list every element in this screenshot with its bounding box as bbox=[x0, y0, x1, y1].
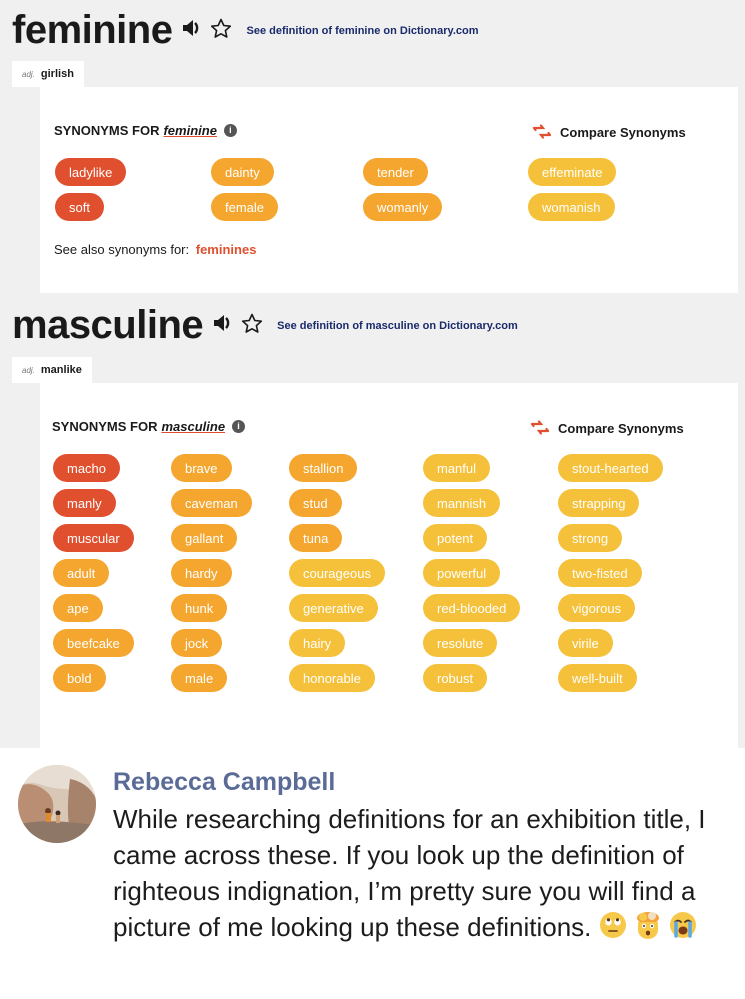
synonym-chip-mannish[interactable]: mannish bbox=[423, 489, 500, 517]
synonym-chip-soft[interactable]: soft bbox=[55, 193, 104, 221]
synonym-chip-manly[interactable]: manly bbox=[53, 489, 116, 517]
feminine-title: feminine bbox=[12, 8, 173, 52]
synonym-chip-tuna[interactable]: tuna bbox=[289, 524, 342, 552]
synonym-chip-adult[interactable]: adult bbox=[53, 559, 109, 587]
synonym-chip-caveman[interactable]: caveman bbox=[171, 489, 252, 517]
part-of-speech: adj. bbox=[22, 365, 35, 375]
synonym-chip-vigorous[interactable]: vigorous bbox=[558, 594, 635, 622]
post-text: While researching definitions for an exhibition title, I came across these. If you look up the definition of righteous indignation, I’m pretty sure you will find a picture of me looking up these definitions. bbox=[113, 804, 706, 942]
comment-post bbox=[0, 748, 745, 999]
feminine-synonyms-card bbox=[40, 87, 738, 293]
synonym-chip-strong[interactable]: strong bbox=[558, 524, 622, 552]
masculine-synonyms-card bbox=[40, 383, 738, 748]
compare-label: Compare Synonyms bbox=[560, 124, 686, 140]
synonym-chip-dainty[interactable]: dainty bbox=[211, 158, 274, 186]
see-also-line bbox=[54, 242, 256, 257]
synonym-chip-stud[interactable]: stud bbox=[289, 489, 342, 517]
synonyms-label: SYNONYMS FOR bbox=[52, 419, 158, 434]
synonym-chip-tender[interactable]: tender bbox=[363, 158, 428, 186]
see-also-text: See also synonyms for: bbox=[54, 242, 190, 257]
synonym-chip-female[interactable]: female bbox=[211, 193, 278, 221]
author-name[interactable]: Rebecca Campbell bbox=[113, 768, 336, 796]
synonym-chip-bold[interactable]: bold bbox=[53, 664, 106, 692]
synonym-chip-manful[interactable]: manful bbox=[423, 454, 490, 482]
synonyms-heading bbox=[52, 419, 245, 434]
synonym-chip-brave[interactable]: brave bbox=[171, 454, 232, 482]
synonyms-heading bbox=[54, 123, 237, 138]
synonym-chip-hairy[interactable]: hairy bbox=[289, 629, 345, 657]
favorite-star-icon[interactable] bbox=[241, 313, 263, 339]
synonym-chip-strapping[interactable]: strapping bbox=[558, 489, 639, 517]
sense-label: girlish bbox=[40, 68, 74, 80]
synonym-chip-virile[interactable]: virile bbox=[558, 629, 613, 657]
sense-tab-manlike[interactable] bbox=[12, 357, 92, 383]
synonym-chip-male[interactable]: male bbox=[171, 664, 227, 692]
synonym-chip-hardy[interactable]: hardy bbox=[171, 559, 232, 587]
synonym-chip-womanly[interactable]: womanly bbox=[363, 193, 442, 221]
synonyms-label: SYNONYMS FOR bbox=[54, 123, 160, 138]
favorite-star-icon[interactable] bbox=[210, 18, 232, 44]
sense-tab-girlish[interactable] bbox=[12, 61, 84, 87]
synonyms-keyword[interactable]: feminine bbox=[163, 123, 217, 138]
part-of-speech: adj. bbox=[22, 69, 35, 79]
synonym-chip-effeminate[interactable]: effeminate bbox=[528, 158, 616, 186]
info-icon[interactable]: i bbox=[232, 420, 245, 433]
avatar[interactable] bbox=[18, 765, 96, 843]
compare-label: Compare Synonyms bbox=[558, 420, 684, 436]
synonym-chip-muscular[interactable]: muscular bbox=[53, 524, 134, 552]
synonym-chip-courageous[interactable]: courageous bbox=[289, 559, 385, 587]
see-definition-link[interactable]: See definition of feminine on Dictionary.com bbox=[246, 24, 479, 37]
synonym-chip-jock[interactable]: jock bbox=[171, 629, 222, 657]
masculine-heading bbox=[12, 303, 518, 348]
synonym-chip-red-blooded[interactable]: red-blooded bbox=[423, 594, 520, 622]
compare-synonyms-button[interactable] bbox=[530, 420, 684, 436]
see-also-link[interactable]: feminines bbox=[195, 242, 257, 257]
synonym-chip-stout-hearted[interactable]: stout-hearted bbox=[558, 454, 663, 482]
synonym-chip-generative[interactable]: generative bbox=[289, 594, 378, 622]
synonym-chip-potent[interactable]: potent bbox=[423, 524, 487, 552]
synonym-chip-hunk[interactable]: hunk bbox=[171, 594, 227, 622]
speaker-icon[interactable] bbox=[213, 314, 233, 337]
post-body bbox=[113, 801, 733, 948]
info-icon[interactable]: i bbox=[224, 124, 237, 137]
compare-synonyms-button[interactable] bbox=[532, 124, 686, 140]
synonym-chip-gallant[interactable]: gallant bbox=[171, 524, 237, 552]
loudly-crying-face-icon bbox=[669, 911, 697, 948]
face-with-rolling-eyes-icon bbox=[599, 911, 627, 948]
synonym-chip-well-built[interactable]: well-built bbox=[558, 664, 637, 692]
synonym-chip-honorable[interactable]: honorable bbox=[289, 664, 375, 692]
feminine-heading bbox=[12, 8, 479, 53]
synonym-chip-resolute[interactable]: resolute bbox=[423, 629, 497, 657]
speaker-icon[interactable] bbox=[182, 19, 202, 42]
exploding-head-icon bbox=[634, 911, 662, 948]
compare-arrows-icon bbox=[532, 124, 552, 140]
compare-arrows-icon bbox=[530, 420, 550, 436]
synonym-chip-beefcake[interactable]: beefcake bbox=[53, 629, 134, 657]
see-definition-link[interactable]: See definition of masculine on Dictionary.com bbox=[277, 319, 518, 332]
masculine-title: masculine bbox=[12, 303, 204, 347]
synonym-chip-two-fisted[interactable]: two-fisted bbox=[558, 559, 642, 587]
synonym-chip-womanish[interactable]: womanish bbox=[528, 193, 615, 221]
synonym-chip-ladylike[interactable]: ladylike bbox=[55, 158, 126, 186]
synonym-chip-ape[interactable]: ape bbox=[53, 594, 103, 622]
synonym-chip-macho[interactable]: macho bbox=[53, 454, 120, 482]
sense-label: manlike bbox=[40, 364, 82, 376]
synonym-chip-stallion[interactable]: stallion bbox=[289, 454, 357, 482]
synonym-chip-robust[interactable]: robust bbox=[423, 664, 487, 692]
synonyms-keyword[interactable]: masculine bbox=[161, 419, 226, 434]
synonym-chip-powerful[interactable]: powerful bbox=[423, 559, 500, 587]
